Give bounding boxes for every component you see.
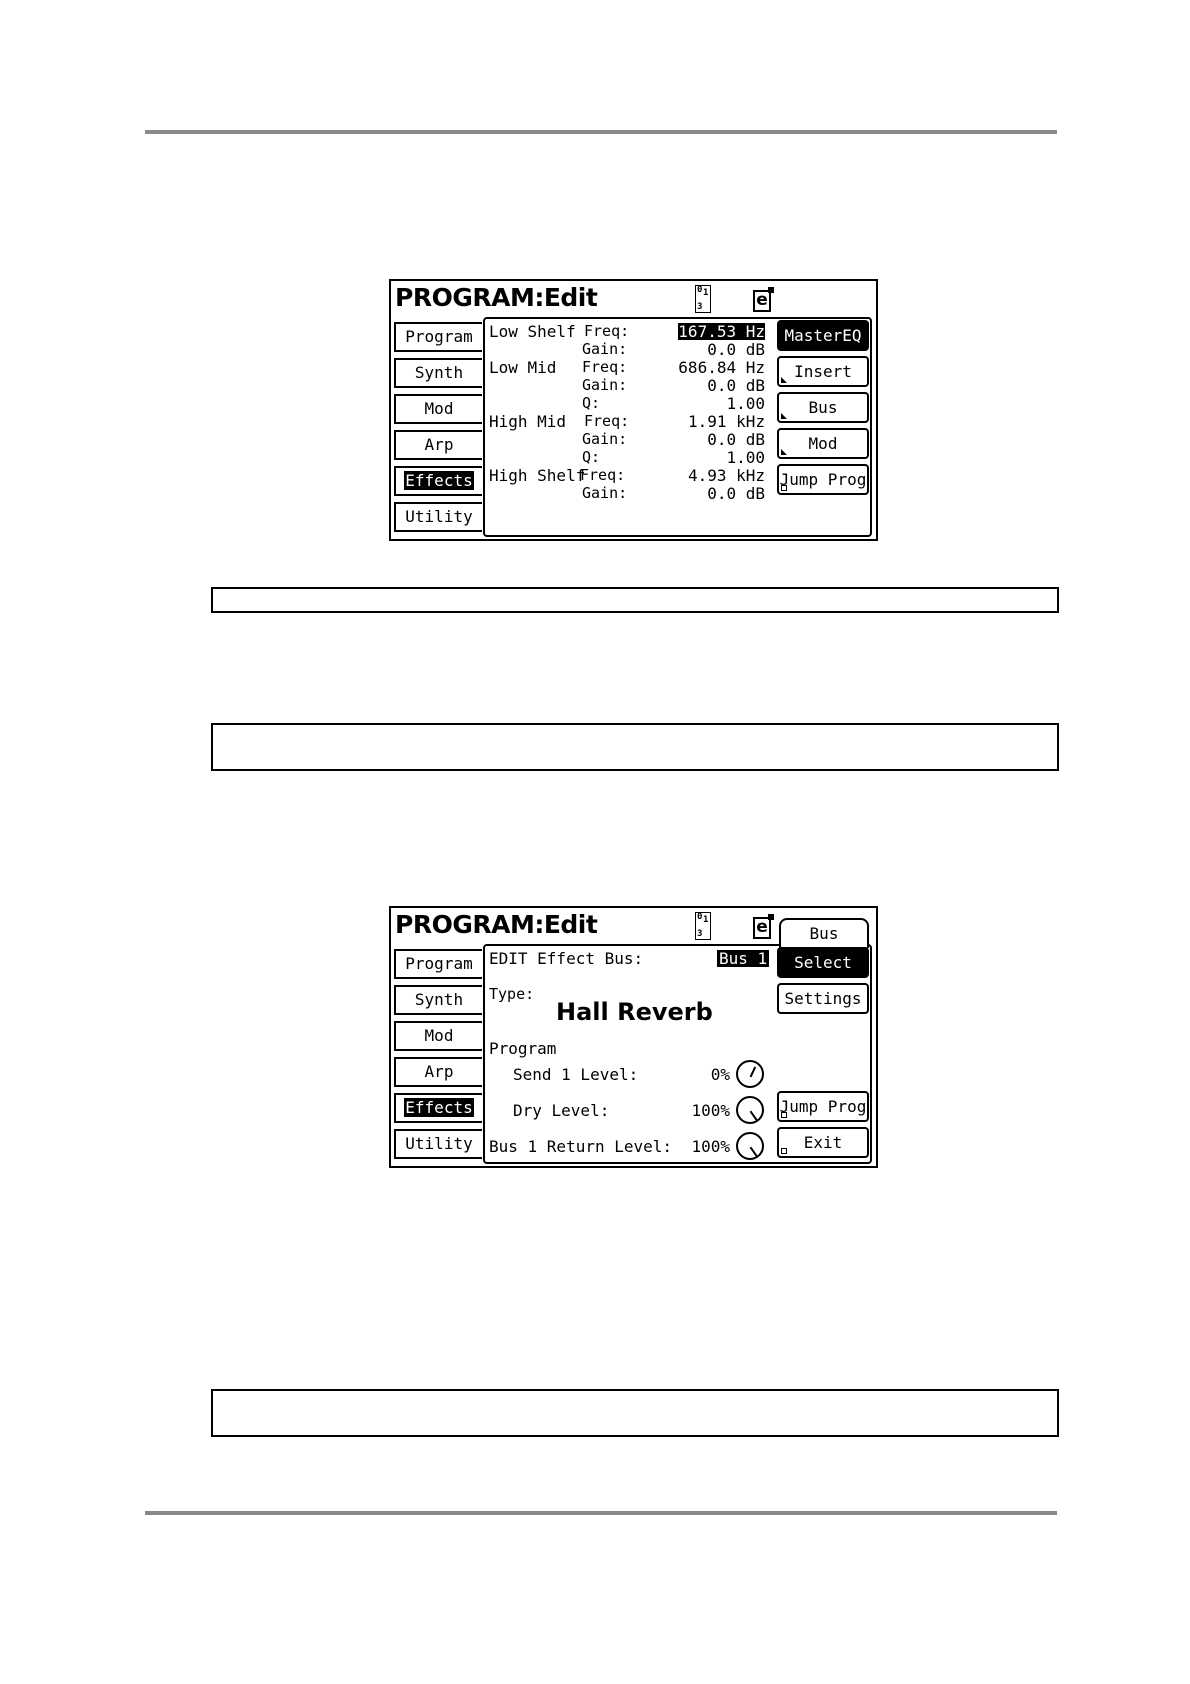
param-label: Gain: [582,376,628,394]
tab-utility[interactable]: Utility [394,502,482,532]
low-shelf-freq-value[interactable]: 167.53 Hz [678,322,765,341]
header-rule [145,130,1057,134]
screen-title: PROGRAM:Edit [395,910,598,939]
tab-synth[interactable]: Synth [394,985,482,1015]
param-label: Q: [582,394,601,412]
param-value[interactable]: 1.91 kHz [687,412,765,431]
param-label: Freq: [584,322,630,340]
tab-bus[interactable]: Bus [779,918,869,948]
tab-effects[interactable]: Effects [394,1093,482,1123]
band-low-mid: Low Mid [489,358,557,377]
tab-mod[interactable]: Mod [394,1021,482,1051]
tab-program[interactable]: Program [394,322,482,352]
submenu-corner-icon [781,449,787,455]
jump-prog-button[interactable]: Jump Prog [777,464,869,495]
param-value[interactable]: 1.00 [726,394,765,413]
shortcut-square-icon [781,1148,787,1154]
knob-needle [750,1147,758,1157]
tab-utility[interactable]: Utility [394,1129,482,1159]
master-eq-button[interactable]: MasterEQ [777,320,869,351]
param-label: Gain: [582,430,628,448]
settings-button[interactable]: Settings [777,983,869,1014]
param-label: Freq: [580,466,626,484]
param-label: Q: [582,448,601,466]
band-high-shelf: High Shelf [489,466,586,485]
program-section-label: Program [489,1039,557,1058]
note-box-3 [211,1389,1059,1437]
lcd-screen-effect-bus [389,906,878,1168]
param-value[interactable]: 0.0 dB [707,430,765,449]
effect-type-name[interactable]: Hall Reverb [556,998,713,1026]
param-value[interactable]: 4.93 kHz [687,466,765,485]
type-label: Type: [489,985,535,1003]
tab-arp[interactable]: Arp [394,1057,482,1087]
return-level-value[interactable]: 100% [691,1137,730,1156]
tab-mod[interactable]: Mod [394,394,482,424]
edit-mode-icon: e [753,290,771,312]
bus-button[interactable]: Bus [777,392,869,423]
param-value[interactable]: 1.00 [726,448,765,467]
screen-title: PROGRAM:Edit [395,283,598,312]
param-label: Freq: [582,358,628,376]
param-label: Freq: [584,412,630,430]
param-label: Gain: [582,484,628,502]
dry-level-value[interactable]: 100% [691,1101,730,1120]
dry-level-knob[interactable] [736,1096,764,1124]
footer-rule [145,1511,1057,1515]
send-level-value[interactable]: 0% [710,1065,730,1084]
note-box-2 [211,723,1059,771]
param-value[interactable]: 0.0 dB [707,340,765,359]
return-level-label: Bus 1 Return Level: [489,1137,673,1156]
tab-synth[interactable]: Synth [394,358,482,388]
send-level-label: Send 1 Level: [513,1065,639,1084]
tab-program[interactable]: Program [394,949,482,979]
tab-effects[interactable]: Effects [394,466,482,496]
edit-mode-icon: e [753,917,771,939]
param-value[interactable]: 686.84 Hz [678,358,765,377]
param-value[interactable]: 0.0 dB [707,376,765,395]
select-button[interactable]: Select [777,947,869,978]
submenu-corner-icon [781,377,787,383]
lcd-screen-master-eq [389,279,878,541]
param-value[interactable]: 0.0 dB [707,484,765,503]
bus-select-value[interactable]: Bus 1 [719,949,768,968]
send-level-knob[interactable] [736,1060,764,1088]
exit-button[interactable]: Exit [777,1127,869,1158]
dry-level-label: Dry Level: [513,1101,610,1120]
submenu-corner-icon [781,413,787,419]
mod-button[interactable]: Mod [777,428,869,459]
program-slot-icon: 0 1 3 [695,912,711,940]
note-box-1 [211,587,1059,613]
tab-arp[interactable]: Arp [394,430,482,460]
jump-prog-button[interactable]: Jump Prog [777,1091,869,1122]
band-low-shelf: Low Shelf [489,322,576,341]
shortcut-square-icon [781,485,787,491]
return-level-knob[interactable] [736,1132,764,1160]
band-high-mid: High Mid [489,412,567,431]
insert-button[interactable]: Insert [777,356,869,387]
shortcut-square-icon [781,1112,787,1118]
param-label: Gain: [582,340,628,358]
knob-needle [750,1111,758,1121]
program-slot-icon: 0 1 3 [695,285,711,313]
knob-needle [750,1067,756,1078]
edit-bus-label: EDIT Effect Bus: [489,949,644,968]
